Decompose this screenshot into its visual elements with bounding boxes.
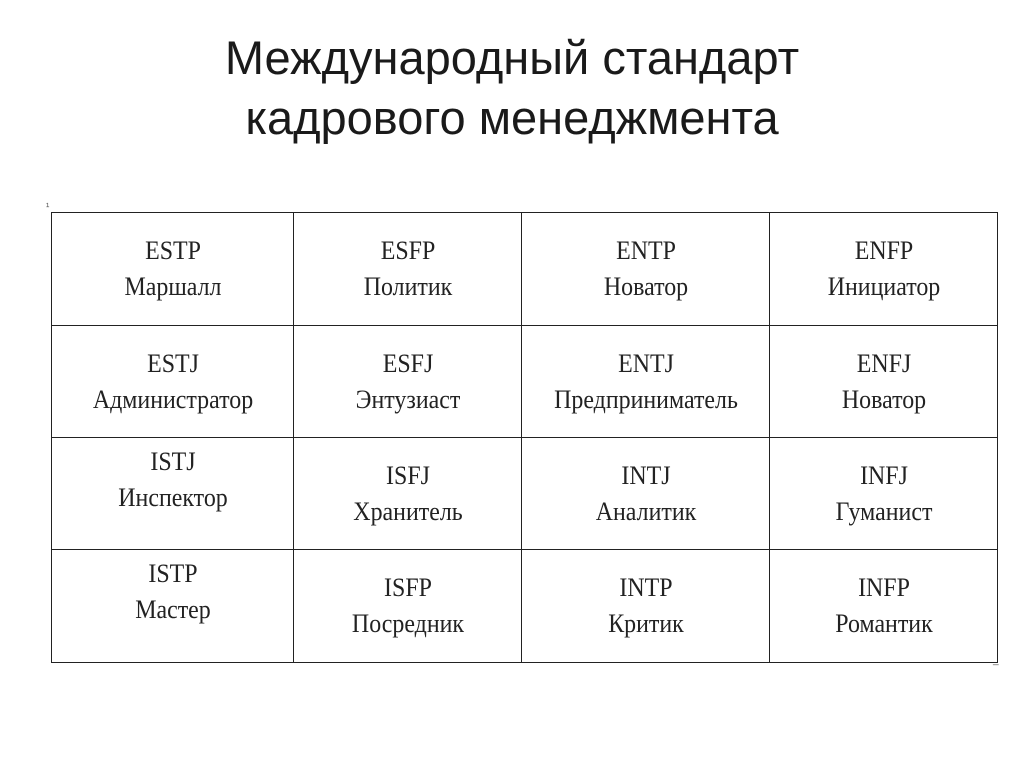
type-role: Мастер — [134, 595, 211, 624]
type-code: INFP — [857, 573, 910, 602]
type-role: Аналитик — [595, 496, 696, 526]
table-corner-mark-bottom: _ — [993, 655, 999, 666]
type-role: Предприниматель — [553, 384, 738, 414]
type-code: INTJ — [620, 460, 671, 490]
type-role: Инициатор — [827, 272, 940, 301]
type-code: ISTJ — [149, 447, 196, 476]
title-line-2: кадрового менеджмента — [245, 91, 779, 144]
slide-title — [0, 28, 1024, 148]
table-cell — [531, 213, 759, 326]
table-row — [52, 326, 998, 438]
table-cell — [303, 438, 513, 550]
type-role: Маршалл — [124, 272, 221, 301]
table-cell — [61, 550, 284, 663]
type-role: Инспектор — [117, 483, 228, 512]
type-role: Энтузиаст — [355, 384, 460, 414]
table-cell — [779, 326, 989, 438]
type-code: ESTP — [144, 236, 201, 265]
type-role: Новатор — [841, 384, 926, 414]
table-cell — [531, 550, 759, 663]
table-cell — [531, 438, 759, 550]
type-role: Новатор — [603, 272, 688, 301]
type-role: Хранитель — [352, 496, 463, 526]
type-role: Романтик — [834, 609, 933, 638]
table-cell — [303, 326, 513, 438]
table-cell — [61, 438, 284, 550]
table-cell — [531, 326, 759, 438]
type-code: ISFP — [383, 573, 432, 602]
title-line-1: Международный стандарт — [224, 31, 800, 84]
table-cell — [303, 213, 513, 326]
type-code: ENFJ — [856, 348, 911, 378]
table-corner-mark-top: ¹ — [46, 202, 50, 213]
table-cell — [779, 438, 989, 550]
type-code: ENTP — [615, 236, 676, 265]
table-cell — [61, 213, 284, 326]
type-code: ESFJ — [382, 348, 433, 378]
table-row — [52, 438, 998, 550]
type-role: Политик — [363, 272, 452, 301]
type-code: INFJ — [859, 460, 908, 490]
table-cell — [779, 550, 989, 663]
type-role: Посредник — [351, 609, 464, 638]
type-code: ENTJ — [617, 348, 674, 378]
table-row — [52, 213, 998, 326]
type-code: ENFP — [854, 236, 913, 265]
type-code: ISFJ — [385, 460, 430, 490]
type-code: ISTP — [147, 559, 198, 588]
table-cell — [61, 326, 284, 438]
table-cell — [303, 550, 513, 663]
type-role: Критик — [607, 609, 684, 638]
table-cell — [779, 213, 989, 326]
type-code: ESTJ — [146, 348, 199, 378]
table-row — [52, 550, 998, 663]
type-code: ESFP — [380, 236, 435, 265]
type-role: Администратор — [92, 384, 253, 414]
type-code: INTP — [618, 573, 673, 602]
personality-type-table — [51, 212, 998, 663]
type-role: Гуманист — [835, 496, 932, 526]
